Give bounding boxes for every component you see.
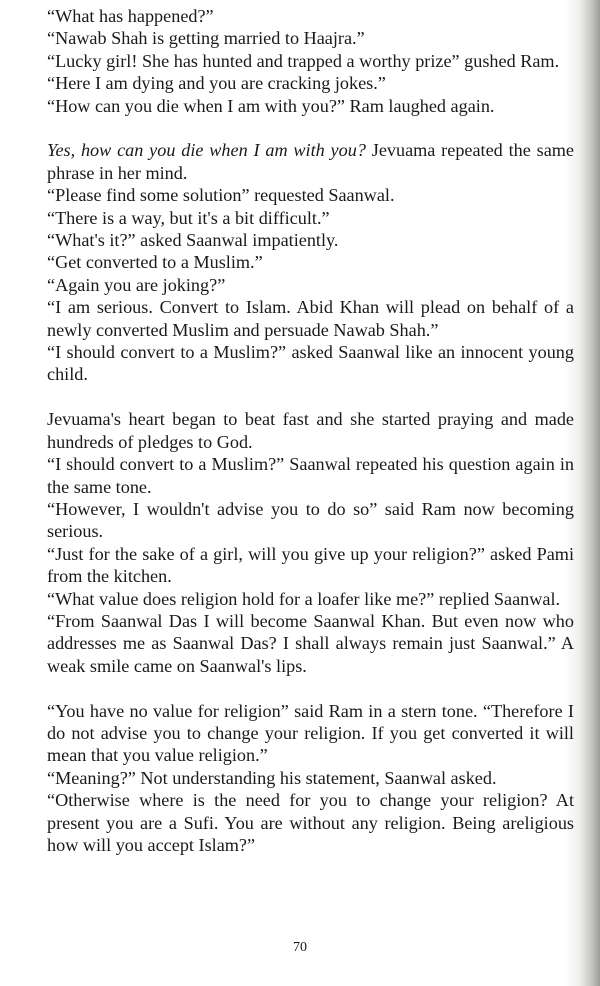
text-line: “What value does religion hold for a loafer like me?” replied Saanwal. xyxy=(47,588,561,609)
page-body-text xyxy=(47,5,574,856)
italic-thought: Yes, how can you die when I am with you? xyxy=(47,140,366,161)
text-line: “Please find some solution” requested Saanwal. xyxy=(47,185,395,206)
paragraph-1 xyxy=(47,5,574,117)
text-line: “Nawab Shah is getting married to Haajra.” xyxy=(47,28,365,49)
paragraph-4 xyxy=(47,700,574,857)
text-line: “Again you are joking?” xyxy=(47,274,226,295)
text-line xyxy=(47,139,574,184)
text-line: “Here I am dying and you are cracking jokes.” xyxy=(47,73,386,94)
text-line: “Lucky girl! She has hunted and trapped a worthy prize” gushed Ram. xyxy=(47,50,560,71)
text-line: “Meaning?” Not understanding his statement, Saanwal asked. xyxy=(47,767,497,788)
text-line: “What has happened?” xyxy=(47,6,214,26)
paragraph-3 xyxy=(47,408,574,677)
text-line: “I should convert to a Muslim?” asked Saanwal like an innocent young child. xyxy=(47,342,574,385)
text-line: “How can you die when I am with you?” Ram laughed again. xyxy=(47,95,495,116)
text-line: “I am serious. Convert to Islam. Abid Khan will plead on behalf of a newly converted Muslim and persuade Nawab Shah.” xyxy=(47,297,574,340)
text-line: “Get converted to a Muslim.” xyxy=(47,252,263,273)
paragraph-2 xyxy=(47,139,574,385)
page-number: 70 xyxy=(293,940,307,955)
text-line: Jevuama's heart began to beat fast and she started praying and made hundreds of pledges to God. xyxy=(47,409,574,452)
narration-text: Jevuama repeated the same phrase in her mind. xyxy=(47,140,574,183)
text-line: “You have no value for religion” said Ram in a stern tone. “Therefore I do not advise you to change your religion. If you get converted it will mean that you value religion.” xyxy=(47,700,574,766)
text-line: “I should convert to a Muslim?” Saanwal repeated his question again in the same tone. xyxy=(47,454,574,497)
text-line: “There is a way, but it's a bit difficult.” xyxy=(47,207,330,228)
text-line: “Otherwise where is the need for you to change your religion? At present you are a Sufi. You are without any religion. Being areligious how will you accept Islam?” xyxy=(47,790,574,855)
text-line: “However, I wouldn't advise you to do so” said Ram now becoming serious. xyxy=(47,498,574,542)
text-line: “From Saanwal Das I will become Saanwal Khan. But even now who addresses me as Saanwal Das? I shall always remain just Saanwal.” A weak smile came on Saanwal's lips. xyxy=(47,610,574,676)
text-line: “Just for the sake of a girl, will you give up your religion?” asked Pami from the kitchen. xyxy=(47,543,574,587)
text-line: “What's it?” asked Saanwal impatiently. xyxy=(47,230,339,251)
